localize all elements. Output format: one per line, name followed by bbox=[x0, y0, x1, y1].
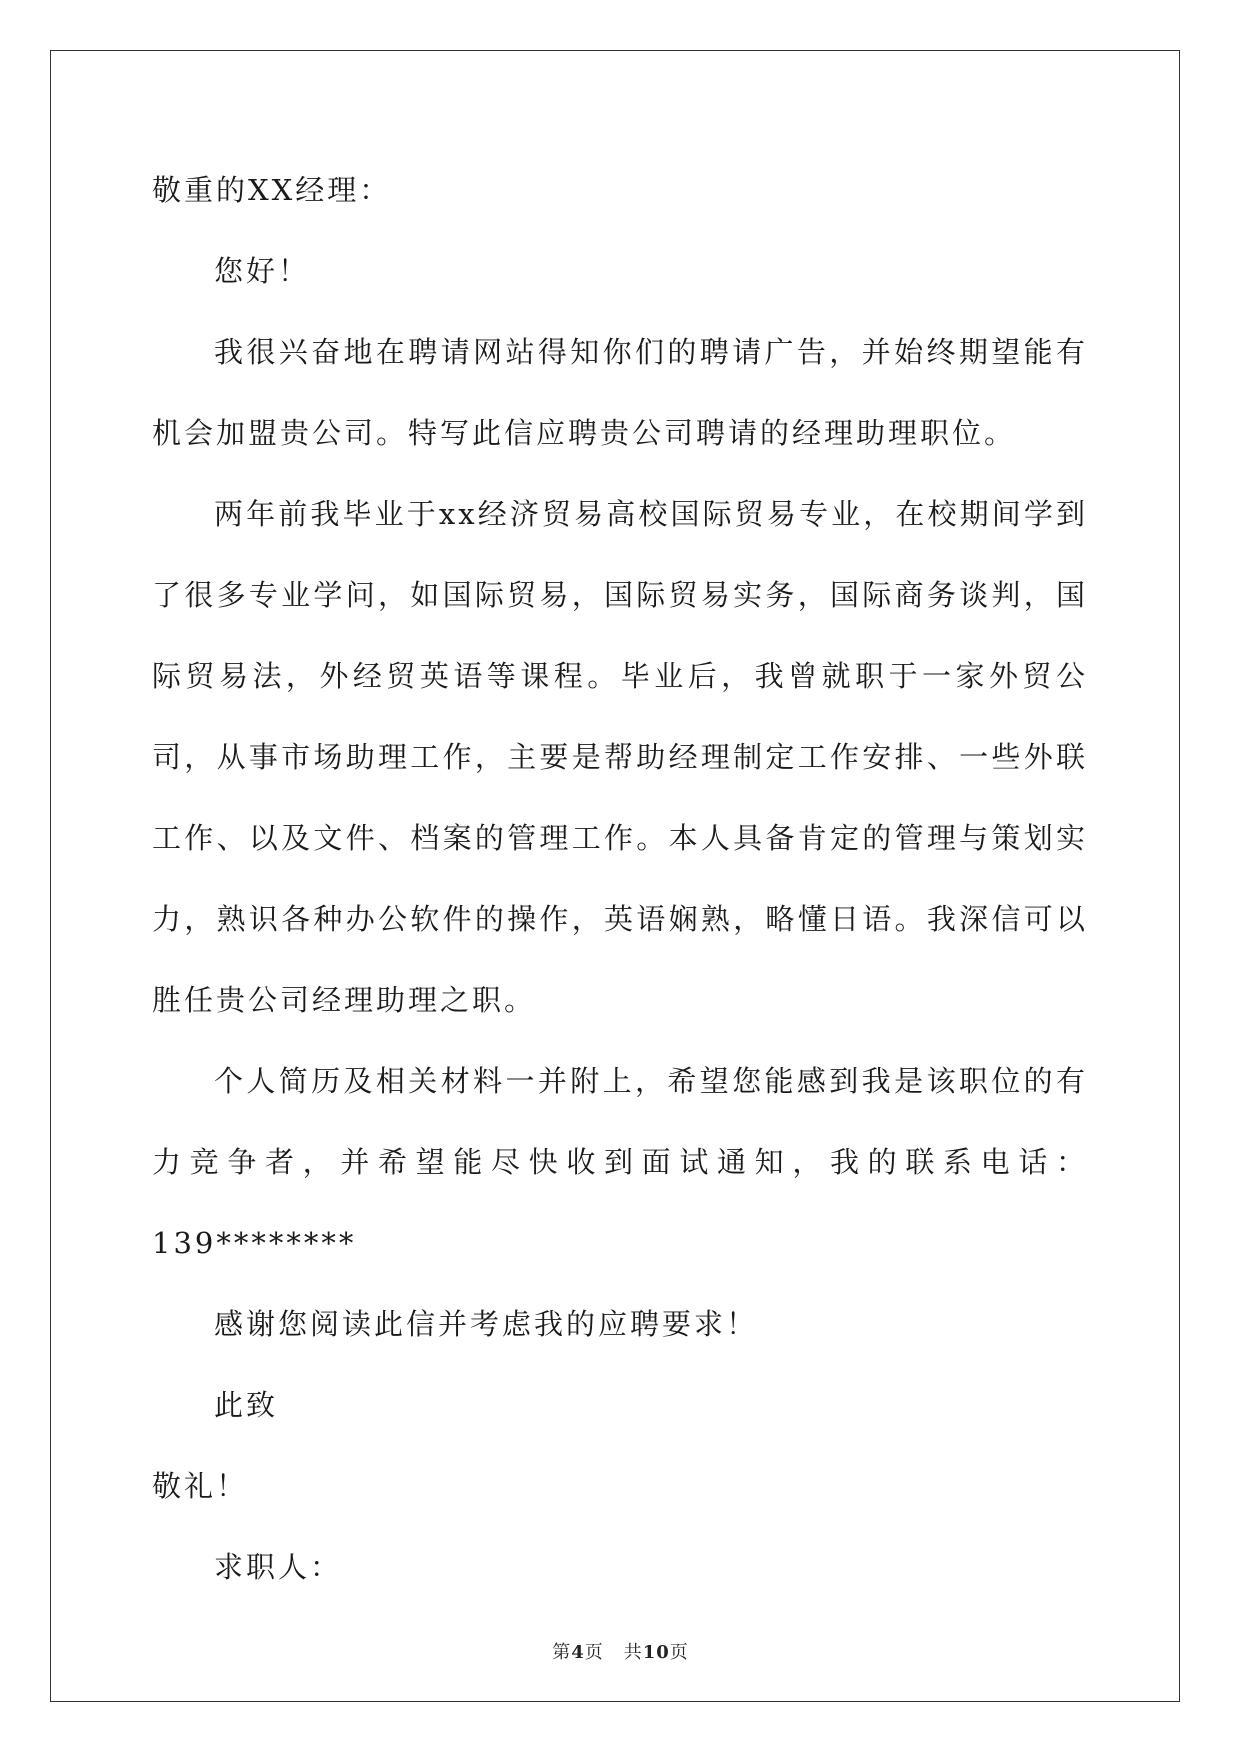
page-total: 10 bbox=[642, 1642, 670, 1663]
signature-label: 求职人： bbox=[214, 1550, 343, 1584]
greeting: 您好！ bbox=[214, 254, 311, 288]
paragraph-contact: 个人简历及相关材料一并附上，希望您能感到我是该职位的有力竞争者，并希望能尽快收到面试通知，我的联系电话：139******** bbox=[152, 1064, 1088, 1260]
paragraph-experience: 两年前我毕业于xx经济贸易高校国际贸易专业，在校期间学到了很多专业学问，如国际贸易，国际贸易实务，国际商务谈判，国际贸易法，外经贸英语等课程。毕业后，我曾就职于一家外贸公司，从事市场助理工作，主要是帮助经理制定工作安排、一些外联工作、以及文件、档案的管理工作。本人具备肯定的管理与策划实力，熟识各种办公软件的操作，英语娴熟，略懂日语。我深信可以胜任贵公司经理助理之职。 bbox=[152, 497, 1088, 1017]
paragraph-intro: 我很兴奋地在聘请网站得知你们的聘请广告，并始终期望能有机会加盟贵公司。特写此信应聘贵公司聘请的经理助理职位。 bbox=[152, 335, 1088, 450]
page-current: 4 bbox=[571, 1642, 585, 1663]
total-prefix: 共 bbox=[623, 1642, 643, 1663]
paragraph-thanks: 感谢您阅读此信并考虑我的应聘要求！ bbox=[214, 1307, 759, 1341]
salutation: 敬重的XX经理： bbox=[152, 173, 392, 207]
letter-body bbox=[152, 150, 1088, 1608]
page-footer bbox=[0, 1638, 1241, 1664]
total-suffix: 页 bbox=[669, 1642, 689, 1663]
closing-cizhi: 此致 bbox=[214, 1388, 279, 1422]
closing-jingli: 敬礼！ bbox=[152, 1469, 249, 1503]
page-prefix: 第 bbox=[552, 1642, 572, 1663]
page-suffix: 页 bbox=[584, 1642, 604, 1663]
